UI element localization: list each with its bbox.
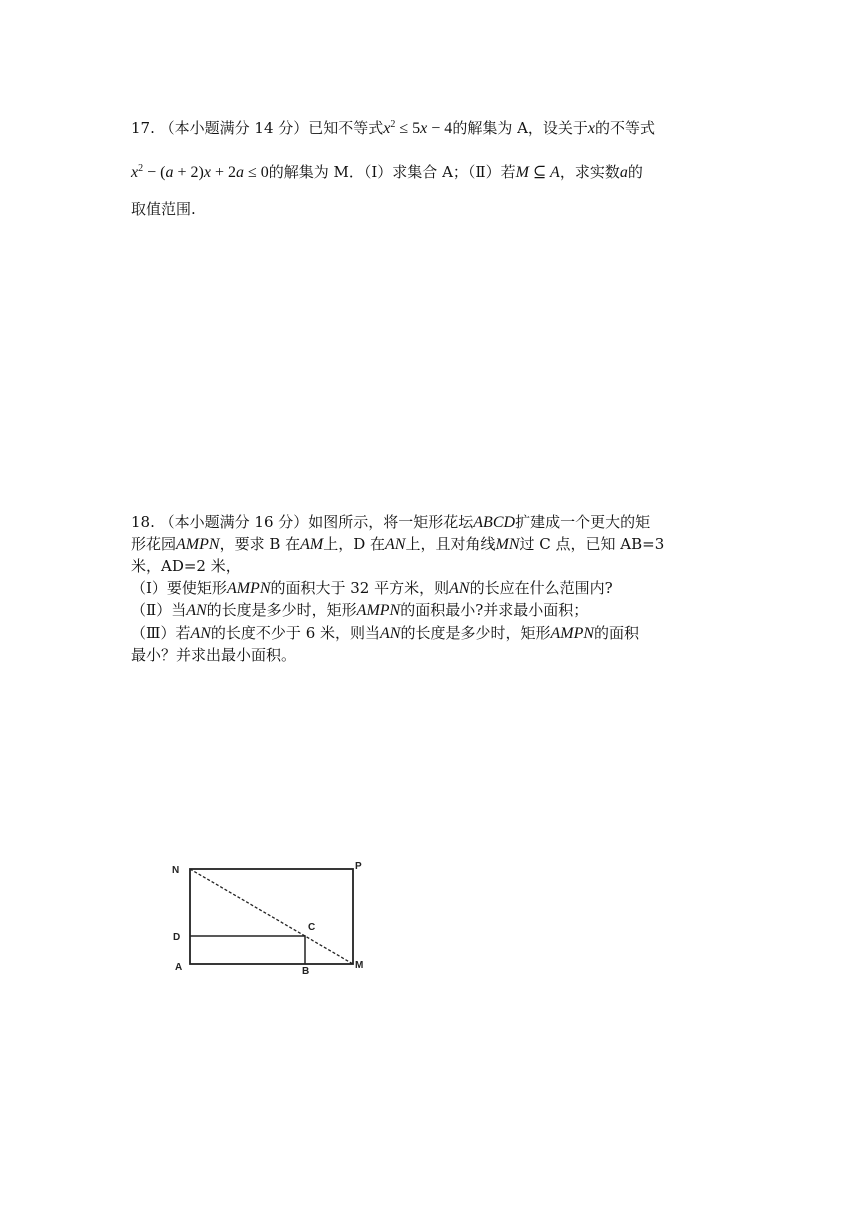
text: 已知不等式 [308, 119, 384, 137]
text: 扩建成一个更大的矩 [515, 513, 651, 531]
problem-18-line-3 [131, 556, 241, 576]
problem-18-question-3 [131, 623, 639, 644]
problem-18-line-2 [131, 534, 664, 555]
text: 如图所示，将一矩形花坛 [308, 513, 474, 531]
label-d: D [173, 932, 181, 943]
text: 过 C 点，已知 AB=3 [519, 535, 665, 553]
text: 的面积大于 32 平方米，则 [270, 579, 450, 597]
text: 的长度不少于 6 米，则当 [210, 624, 381, 642]
text: （Ⅱ）当 [131, 601, 187, 619]
rect-ampn: AMPN [226, 580, 271, 597]
rect-ampn: AMPN [176, 536, 220, 553]
points-note: （本小题满分 14 分） [159, 119, 309, 137]
problem-18-line-1 [131, 512, 650, 533]
rect-ampn: AMPN [356, 602, 401, 619]
inequality-2: $x^2 - (a + 2)x + 2a \le 0$ [131, 163, 269, 181]
problem-18-question-3-cont [131, 645, 296, 665]
problem-18-question-1 [131, 578, 613, 599]
segment-mn: MN [495, 536, 520, 553]
problem-17-line-3 [131, 199, 196, 219]
label-p: P [355, 861, 362, 872]
text: 的面积 [594, 624, 640, 642]
segment-an: AN [190, 625, 211, 642]
text: 的不等式 [595, 119, 656, 137]
segment-am: AM [300, 536, 324, 553]
diagonal-mn [190, 869, 353, 964]
subset-expression: M ⊆ A [515, 164, 560, 181]
text: 形花园 [131, 535, 177, 553]
text: 的长应在什么范围内? [469, 579, 613, 597]
label-c: C [308, 922, 316, 933]
label-a: A [175, 962, 183, 973]
problem-18-question-2 [131, 600, 588, 621]
variable-x: x [587, 120, 596, 137]
text: ，求实数 [559, 163, 620, 181]
text: 取值范围. [131, 200, 196, 218]
text: （Ⅰ）要使矩形 [131, 579, 227, 597]
text: 的解集为 A，设关于 [452, 119, 588, 137]
label-m: M [355, 960, 364, 971]
text: 的长度是多少时，矩形 [400, 624, 551, 642]
label-n: N [172, 865, 180, 876]
text: 米，AD=2 米， [131, 557, 241, 575]
geometry-figure [168, 858, 378, 978]
text: ，要求 B 在 [219, 535, 301, 553]
text: 上，且对角线 [405, 535, 496, 553]
problem-17-line-2 [131, 162, 643, 183]
problem-17-line-1 [131, 118, 655, 139]
text: 的长度是多少时，矩形 [206, 601, 357, 619]
rect-ampn: AMPN [550, 625, 595, 642]
rect-abcd-outline [190, 936, 305, 964]
inequality-1: $x^2 \le 5x - 4$ [383, 119, 453, 137]
text: 的 [627, 163, 643, 181]
points-note: （本小题满分 16 分） [159, 513, 309, 531]
text: 的解集为 M．（Ⅰ）求集合 A；（Ⅱ）若 [268, 163, 516, 181]
text: 的面积最小?并求最小面积； [400, 601, 589, 619]
segment-an: AN [380, 625, 401, 642]
text: （Ⅲ）若 [131, 624, 191, 642]
text: 最小？并求出最小面积。 [131, 646, 297, 664]
problem-number: 17. [131, 119, 155, 137]
text: 上，D 在 [323, 535, 386, 553]
segment-an: AN [449, 580, 470, 597]
rect-abcd: ABCD [473, 514, 516, 531]
segment-an: AN [186, 602, 207, 619]
problem-number: 18. [131, 513, 155, 531]
segment-an: AN [385, 536, 406, 553]
variable-a: a [619, 164, 628, 181]
label-b: B [302, 966, 310, 977]
